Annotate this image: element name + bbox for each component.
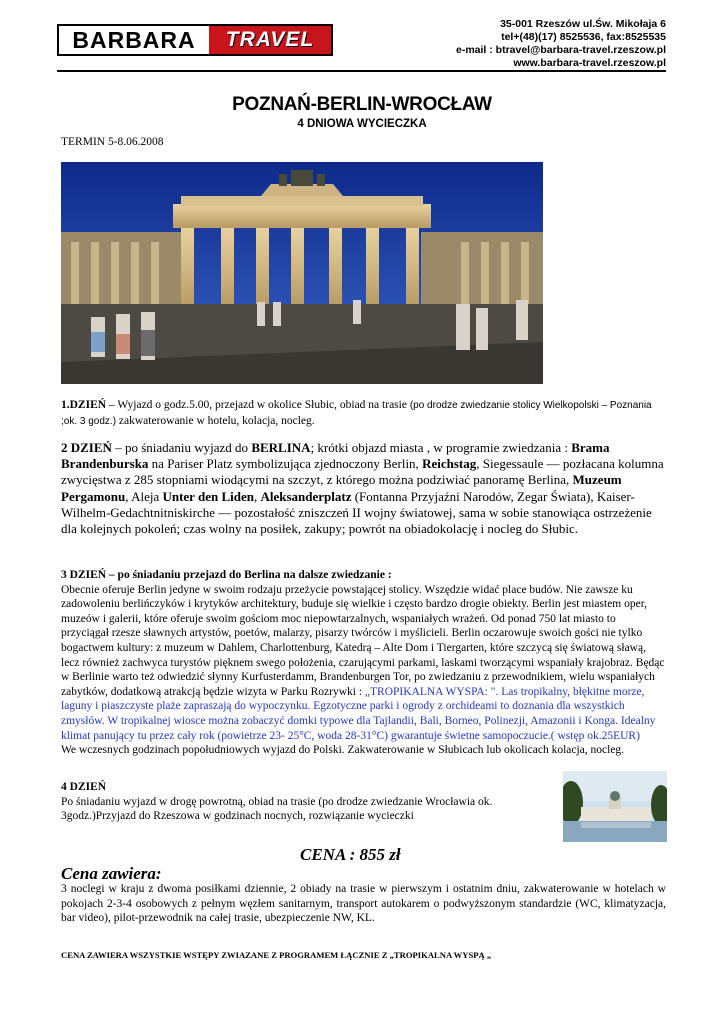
berlin-bold: BERLINA (251, 440, 311, 455)
contact-block (456, 18, 666, 70)
aleksanderplatz-bold: Aleksanderplatz (260, 488, 352, 504)
page-subtitle: 4 DNIOWA WYCIECZKA (297, 118, 427, 130)
barbara-travel-logo (57, 24, 333, 56)
day-2-label: 2 DZIEŃ (61, 440, 112, 455)
day-1-text-2: zakwaterowanie w hotelu, kolacja, nocleg. (116, 414, 315, 427)
phone: tel+(48)(17) 8525536, fax:8525535 (501, 31, 666, 43)
email: e-mail : btravel@barbara-travel.rzeszow.pl (455, 44, 666, 56)
day-2-text: , Siegessaule — pozłacana kolumna zwycięstwa z 285 stopniami wiodącymi na szczyt, z którego można podziwiać panoramę Berlina, (61, 456, 664, 488)
reichstag-bold: Reichstag (422, 456, 477, 472)
day-1-label: 1.DZIEŃ (61, 399, 107, 411)
logo-travel: TRAVEL (209, 26, 331, 54)
address: 35-001 Rzeszów ul.Św. Mikołaja 6 (500, 18, 666, 30)
unter-den-liden-bold: Unter den Liden (162, 488, 254, 504)
day-2-text: – po śniadaniu wyjazd do (111, 440, 252, 455)
day-1-text: – Wyjazd o godz.5.00, przejazd w okolice Słubic, obiad na trasie (106, 399, 410, 411)
day-2-text: , (253, 488, 261, 504)
brama-brandenburska-bold: Brama Brandenburska (61, 440, 610, 472)
brandenburg-gate-photo (61, 162, 543, 384)
day-3-end-text: We wczesnych godzinach popołudniowych wyjazd do Polski. Zakwaterowanie w Słubicach lub okolicach kolacja, nocleg. (61, 744, 625, 757)
logo-barbara: BARBARA (59, 26, 209, 54)
muzeum-pergamonu-bold: Muzeum Pergamonu (61, 472, 622, 504)
palace-photo (563, 771, 667, 842)
day-3-text: Obecnie oferuje Berlin jedyne w swoim rodzaju przeżycie powstającej stolicy. Wszędzie widać place budów. Nie zawsze ku zadowoleniu berlińczyków i krytyków architektury, buduje się wielkie i często bardzo drogie obiekty. Berlin jest miastem oper, muzeów i galerii, które oferuje swoim gościom moc niepowtarzalnych, wspaniałych wrażeń. Od ponad 750 lat miasto to przyciągał rzesze sławnych artystów, poetów, malarzy, pisarzy twórców i myślicieli. Berlin oczarowuje swoich gości nie tylko bogactwem kultury: z muzeum w Dahlem, Charlottenburg, Katedrą – Alte Dom i Tiergarten, które szczycą się światową sławą, lecz również zachwyca turystów pięknem swego położenia, czarującymi parkami, laskami tworzącymi wspaniały krajobraz. Będąc w Berlinie warto też odwiedzić słynny Kurfusterdamm, Brandenburgen Tor, po zwiedzaniu z przewodnikiem, wielu wspaniałych zabytków, dodatkową atrakcją będzie wizyta w Parku Rozrywki : (61, 583, 665, 698)
price: CENA : 855 zł (300, 845, 401, 864)
day-3-paragraph (61, 568, 666, 758)
includes-text: 3 noclegi w kraju z dwoma posiłkami dziennie, 2 obiady na trasie w pierwszym i ostatnim dniu, zakwaterowanie w hotelach w pokojach 2-3-4 osobowych z pełnym węzłem sanitarnym, transport autokarem o podwyższonym standardzie (WC, klimatyzacja, bar video), pilot-przewodnik na całej trasie, ubezpieczenie NW, KL. (61, 883, 666, 925)
day-2-text: (Fontanna Przyjaźni Narodów, Zegar Świata), Kaiser-Wilhelm-Gedachtnitniskirche — pozostałość zniszczeń II wojny światowej, sama w sobie stanowiąca ostrzeżenie dla kolejnych pokoleń; czas wolny na posiłek, zakupy; powrót na obiadokolację i nocleg do Słubic. (61, 488, 652, 537)
includes-title: Cena zawiera: (61, 864, 162, 883)
day-2-text: ; krótki objazd miasta , w programie zwiedzania : (310, 440, 572, 455)
day-2-text: , Aleja (125, 488, 163, 504)
day-2-text: na Pariser Platz symbolizująca zjednoczony Berlin, (148, 456, 423, 472)
day-4-paragraph (61, 780, 541, 824)
website: www.barbara-travel.rzeszow.pl (513, 57, 666, 69)
day-1-paragraph (61, 398, 666, 429)
header-rule (57, 70, 666, 72)
day-4-text: Po śniadaniu wyjazd w drogę powrotną, obiad na trasie (po drodze zwiedzanie Wrocławia ok. 3godz.)Przyjazd do Rzeszowa w godzinach nocnych, rozwiązanie wycieczki (61, 795, 493, 823)
day-3-label: 3 DZIEŃ – po śniadaniu przejazd do Berlina na dalsze zwiedzanie : (61, 569, 392, 581)
day-2-paragraph (61, 440, 666, 537)
day-4-label: 4 DZIEŃ (61, 781, 107, 793)
termin: TERMIN 5-8.06.2008 (61, 136, 164, 148)
page-title: POZNAŃ-BERLIN-WROCŁAW (232, 94, 492, 115)
footer-note: CENA ZAWIERA WSZYSTKIE WSTĘPY ZWIAZANE Z PROGRAMEM ŁĄCZNIE Z „TROPIKALNA WYSPĄ „ (61, 950, 492, 960)
day-1-small-text: (po drodze zwiedzanie stolicy Wielkopolski – Poznania ;ok. 3 godz.) (61, 400, 652, 427)
tropikalna-wyspa-text: „TROPIKALNA WYSPA: ". Las tropikalny, błękitne morze, laguny i piaszczyste plaże zapraszają do wypoczynku. Egzotyczne parki i ogrody z orchideami to doznania dla wszystkich zmysłów. W tropikalnej wiosce można zobaczyć domki typowe dla Tajlandii, Bali, Borneo, Polinezji, Amazonii i Konga. Idealny klimat panujący tu przez cały rok (powietrze 23- 25°C, woda 28-31°C) gwarantuje świetne samopoczucie.( wstęp ok.25EUR) (61, 685, 656, 742)
